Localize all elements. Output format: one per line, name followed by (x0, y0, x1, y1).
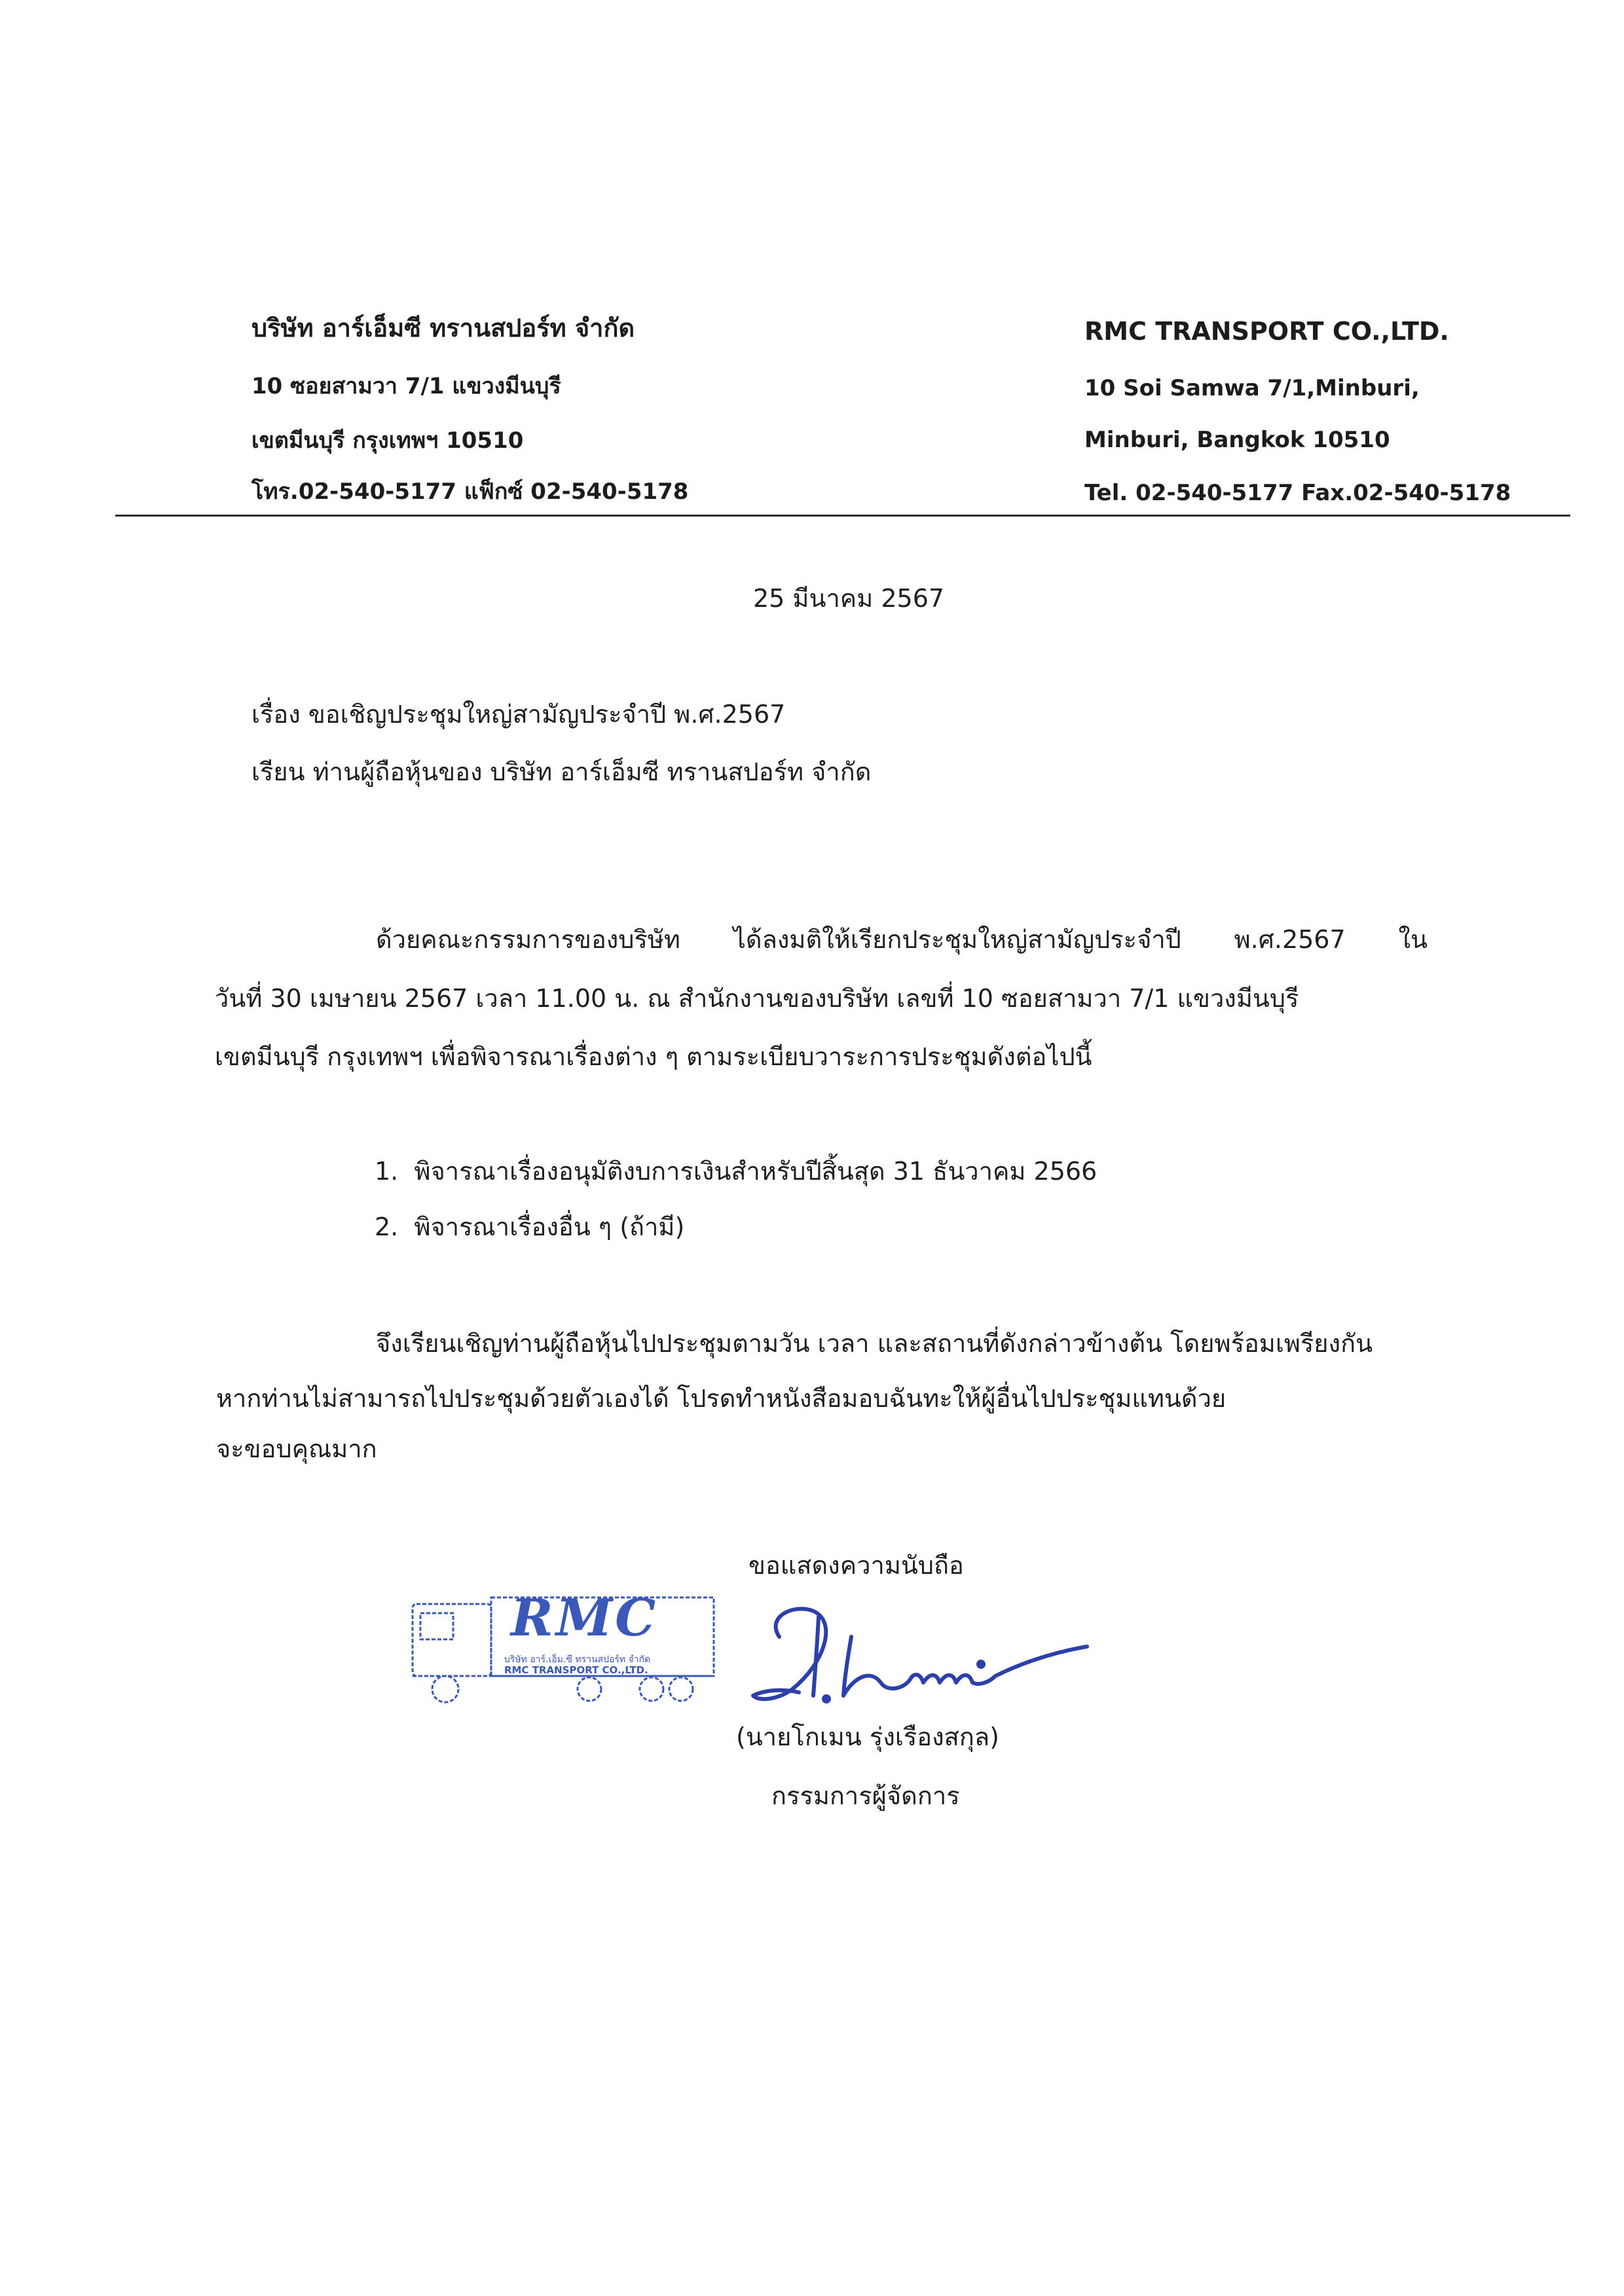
signature (740, 1591, 1107, 1715)
agenda-text: พิจารณาเรื่องอื่น ๆ (ถ้ามี) (414, 1212, 685, 1241)
para1-word-4: ใน (1398, 925, 1428, 954)
para1-word-2: ได้ลงมติให้เรียกประชุมใหญ่สามัญประจำปี (733, 925, 1181, 954)
company-address-th-2: เขตมีนบุรี กรุงเทพฯ 10510 (251, 428, 524, 454)
agenda-text: พิจารณาเรื่องอนุมัติงบการเงินสำหรับปีสิ้นสุด 31 ธันวาคม 2566 (414, 1157, 1098, 1186)
para1-word-1: ด้วยคณะกรรมการของบริษัท (376, 925, 680, 954)
company-address-en-2: Minburi, Bangkok 10510 (1084, 427, 1390, 453)
agenda-number: 2. (375, 1212, 399, 1241)
closing-salutation: ขอแสดงความนับถือ (748, 1551, 964, 1580)
stamp-line-en: RMC TRANSPORT CO.,LTD. (504, 1664, 648, 1676)
company-stamp (399, 1584, 727, 1709)
letter-subject: เรื่อง ขอเชิญประชุมใหญ่สามัญประจำปี พ.ศ.2567 (251, 700, 786, 729)
company-address-en-1: 10 Soi Samwa 7/1,Minburi, (1084, 375, 1420, 401)
para2-line2: หากท่านไม่สามารถไปประชุมด้วยตัวเองได้ โปรดทำหนังสือมอบฉันทะให้ผู้อื่นไปประชุมแทนด้วย (216, 1384, 1227, 1413)
signer-title: กรรมการผู้จัดการ (771, 1781, 960, 1810)
agenda-item-2 (375, 1207, 684, 1247)
stamp-line-th: บริษัท อาร์.เอ็ม.ซี ทรานสปอร์ท จำกัด (504, 1654, 651, 1665)
para2-line3: จะขอบคุณมาก (216, 1434, 377, 1463)
agenda-item-1 (375, 1151, 1097, 1191)
company-phone-th: โทร.02-540-5177 แฟ็กซ์ 02-540-5178 (251, 479, 689, 505)
agenda-number: 1. (375, 1157, 399, 1186)
letter-date: 25 มีนาคม 2567 (753, 584, 945, 613)
letter-recipient: เรียน ท่านผู้ถือหุ้นของ บริษัท อาร์เอ็มซี ทรานสปอร์ท จำกัด (251, 757, 872, 786)
para1-line2: วันที่ 30 เมษายน 2567 เวลา 11.00 น. ณ สำนักงานของบริษัท เลขที่ 10 ซอยสามวา 7/1 แขวงมีนบุรี (215, 984, 1299, 1013)
company-name-en: RMC TRANSPORT CO.,LTD. (1084, 317, 1449, 346)
para1-line3: เขตมีนบุรี กรุงเทพฯ เพื่อพิจารณาเรื่องต่าง ๆ ตามระเบียบวาระการประชุมดังต่อไปนี้ (215, 1042, 1092, 1071)
stamp-logo: RMC (511, 1588, 659, 1648)
para1-word-3: พ.ศ.2567 (1234, 925, 1346, 954)
para2-line1: จึงเรียนเชิญท่านผู้ถือหุ้นไปประชุมตามวัน เวลา และสถานที่ดังกล่าวข้างต้น โดยพร้อมเพรียงกัน (376, 1329, 1373, 1358)
signature-mark (740, 1591, 1107, 1715)
company-name-th: บริษัท อาร์เอ็มซี ทรานสปอร์ท จำกัด (251, 314, 635, 342)
company-phone-en: Tel. 02-540-5177 Fax.02-540-5178 (1084, 480, 1511, 506)
signer-name: (นายโกเมน รุ่งเรืองสกุล) (736, 1722, 999, 1751)
header-divider (115, 515, 1570, 517)
para1-line1 (376, 919, 1428, 959)
company-address-th-1: 10 ซอยสามวา 7/1 แขวงมีนบุรี (251, 373, 561, 399)
